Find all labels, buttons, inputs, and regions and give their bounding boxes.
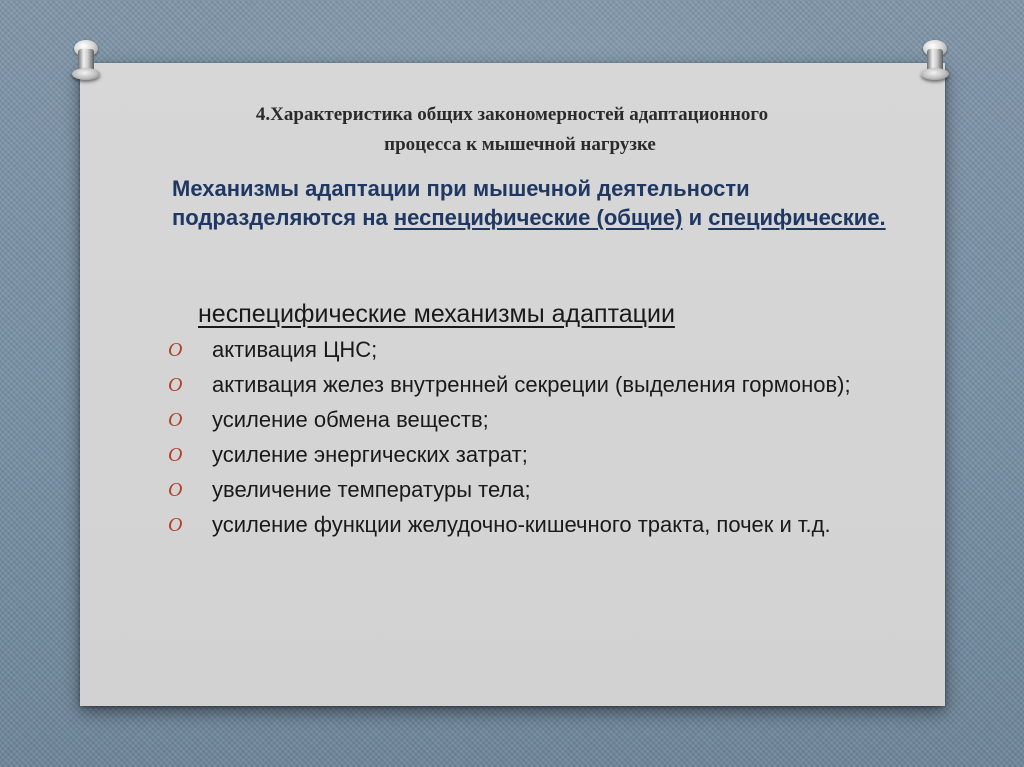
bullet-marker-icon: O <box>168 374 183 396</box>
slide-title <box>0 100 1024 160</box>
bullet-text: увеличение температуры тела; <box>212 477 531 502</box>
pushpin-left-icon <box>69 40 103 82</box>
bullet-text: усиление энергических затрат; <box>212 442 528 467</box>
list-item <box>168 476 868 503</box>
list-item <box>168 371 868 398</box>
intro-nonspecific-term: неспецифические (общие) <box>393 205 683 230</box>
bullet-list <box>168 336 868 546</box>
subheading: неспецифические механизмы адаптации <box>198 300 675 328</box>
bullet-text: усиление обмена веществ; <box>212 407 489 432</box>
list-item <box>168 511 868 538</box>
intro-text: Механизмы адаптации при мышечной деятельности подразделяются на <box>172 176 750 230</box>
bullet-text: усиление функции желудочно-кишечного тракта, почек и т.д. <box>212 512 831 537</box>
bullet-marker-icon: O <box>168 409 183 431</box>
slide-title-line1: 4.Характеристика общих закономерностей адаптационного <box>255 104 769 125</box>
bullet-text: активация желез внутренней секреции (выделения гормонов); <box>212 372 851 397</box>
list-item <box>168 441 868 468</box>
bullet-marker-icon: O <box>168 444 183 466</box>
list-item <box>168 336 868 363</box>
pushpin-right-icon <box>918 40 952 82</box>
intro-specific-term: специфические. <box>708 205 886 230</box>
bullet-text: активация ЦНС; <box>212 337 378 362</box>
bullet-marker-icon: O <box>168 514 183 536</box>
bullet-marker-icon: O <box>168 339 183 361</box>
slide-title-line2: процесса к мышечной нагрузке <box>384 134 656 155</box>
intro-paragraph <box>172 174 892 232</box>
intro-conjunction: и <box>682 205 709 230</box>
list-item <box>168 406 868 433</box>
bullet-marker-icon: O <box>168 479 183 501</box>
